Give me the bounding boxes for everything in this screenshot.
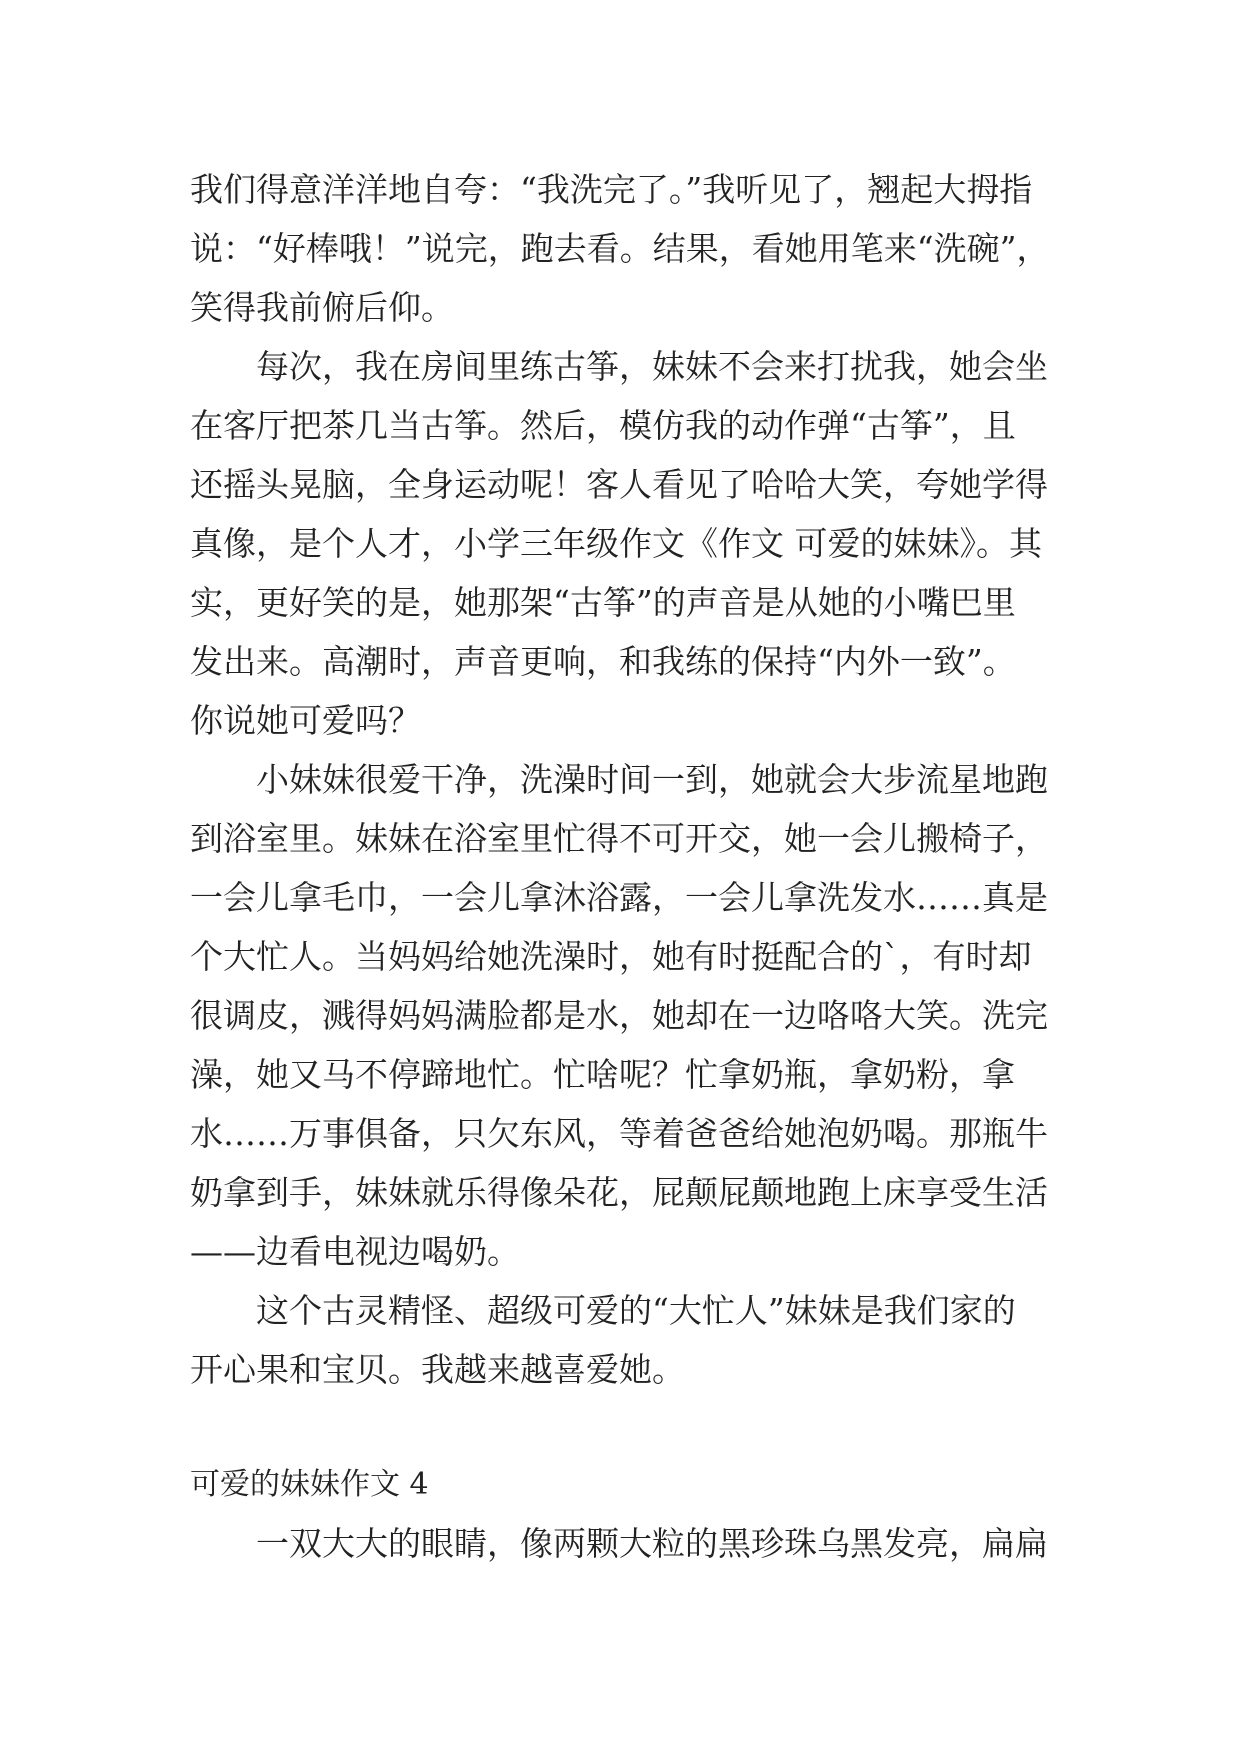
- text-line: ——边看电视边喝奶。: [190, 1232, 520, 1271]
- document-body: [190, 160, 1050, 1573]
- text-line: 实，更好笑的是，她那架“古筝”的声音是从她的小嘴巴里: [190, 583, 1016, 622]
- text-line: 每次，我在房间里练古筝，妹妹不会来打扰我，她会坐: [256, 347, 1048, 386]
- text-line: 这个古灵精怪、超级可爱的“大忙人”妹妹是我们家的: [256, 1291, 1016, 1330]
- text-line: 澡，她又马不停蹄地忙。忙啥呢？忙拿奶瓶，拿奶粉，拿: [190, 1055, 1015, 1094]
- text-line: 真像，是个人才，小学三年级作文《作文 可爱的妹妹》。其: [190, 524, 1042, 563]
- text-line: 笑得我前俯后仰。: [190, 288, 454, 327]
- paragraph-3: [190, 750, 1050, 1281]
- paragraph-5: [190, 1514, 1050, 1573]
- paragraph-2: [190, 337, 1050, 750]
- text-line: 发出来。高潮时，声音更响，和我练的保持“内外一致”。: [190, 642, 1016, 681]
- text-line: 一会儿拿毛巾，一会儿拿沐浴露，一会儿拿洗发水……真是: [190, 878, 1048, 917]
- paragraph-4: [190, 1281, 1050, 1399]
- text-line: 说：“好棒哦！”说完，跑去看。结果，看她用笔来“洗碗”，: [190, 229, 1050, 268]
- text-line: 我们得意洋洋地自夸：“我洗完了。”我听见了，翘起大拇指: [190, 170, 1033, 209]
- text-line: 个大忙人。当妈妈给她洗澡时，她有时挺配合的`，有时却: [190, 937, 1032, 976]
- text-line: 小妹妹很爱干净，洗澡时间一到，她就会大步流星地跑: [256, 760, 1048, 799]
- paragraph-1: [190, 160, 1050, 337]
- text-line: 你说她可爱吗？: [190, 701, 421, 740]
- text-line: 一双大大的眼睛，像两颗大粒的黑珍珠乌黑发亮，扁扁: [256, 1524, 1048, 1563]
- text-line: 到浴室里。妹妹在浴室里忙得不可开交，她一会儿搬椅子，: [190, 819, 1048, 858]
- text-line: 奶拿到手，妹妹就乐得像朵花，屁颠屁颠地跑上床享受生活: [190, 1173, 1048, 1212]
- text-line: 在客厅把茶几当古筝。然后，模仿我的动作弹“古筝”，且: [190, 406, 1016, 445]
- section-title: 可爱的妹妹作文 4: [190, 1467, 429, 1502]
- text-line: 开心果和宝贝。我越来越喜爱她。: [190, 1350, 685, 1389]
- text-line: 水……万事俱备，只欠东风，等着爸爸给她泡奶喝。那瓶牛: [190, 1114, 1048, 1153]
- text-line: 很调皮，溅得妈妈满脸都是水，她却在一边咯咯大笑。洗完: [190, 996, 1048, 1035]
- text-line: 还摇头晃脑，全身运动呢！客人看见了哈哈大笑，夸她学得: [190, 465, 1048, 504]
